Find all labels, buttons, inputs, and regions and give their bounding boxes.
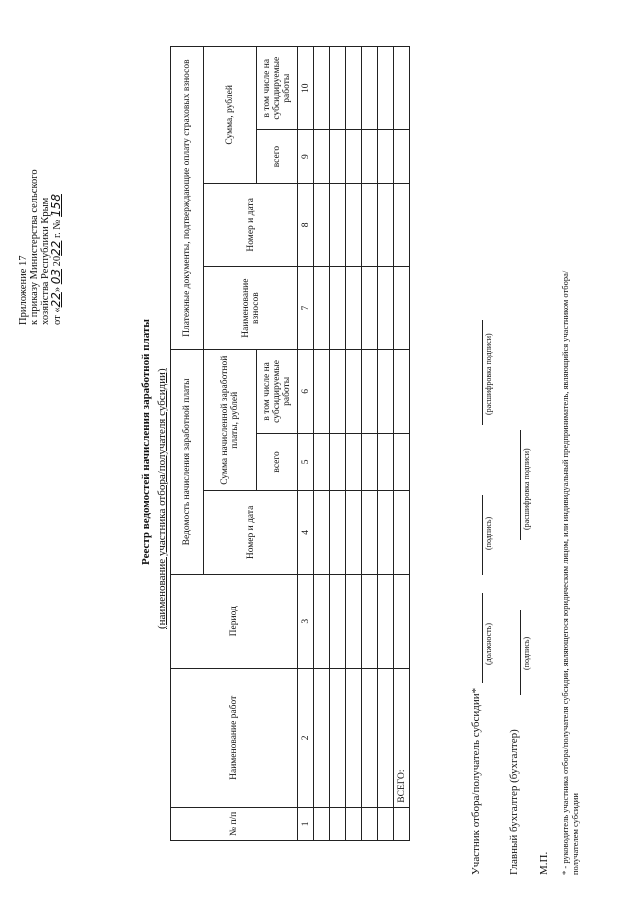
- total-label: ВСЕГО:: [394, 668, 410, 807]
- handwritten-day: 22: [49, 292, 63, 308]
- signature-line: [482, 320, 483, 425]
- col-number: 9: [298, 130, 314, 183]
- header-contribution-name: Наименование взносов: [204, 266, 298, 349]
- accountant-label: Главный бухгалтер (бухгалтер): [508, 729, 520, 875]
- appendix-line-2: к приказу Министерства сельского: [29, 169, 40, 325]
- header-vedomost: Ведомость начисления заработной платы: [171, 350, 204, 574]
- table-row: [346, 47, 362, 841]
- stamp-place: М.П.: [538, 851, 550, 875]
- appendix-block: [18, 169, 63, 325]
- column-number-row: [298, 47, 314, 841]
- header-sum-rubles: Сумма, рублей: [204, 47, 257, 184]
- handwritten-number: 158: [49, 194, 63, 217]
- col-number: 8: [298, 183, 314, 266]
- col-number: 6: [298, 350, 314, 433]
- header-number-date: Номер и дата: [204, 491, 298, 574]
- handwritten-year: 22: [49, 240, 63, 256]
- total-row: [394, 47, 410, 841]
- signature-line: [520, 610, 521, 695]
- header-total: всего: [257, 433, 298, 491]
- signature-caption-2: (подпись): [522, 636, 531, 670]
- col-number: 7: [298, 266, 314, 349]
- participant-label: Участник отбора/получатель субсидии*: [470, 687, 482, 875]
- signature-line: [482, 495, 483, 575]
- handwritten-month: 03: [49, 268, 63, 285]
- registry-table: [170, 46, 410, 841]
- header-salary-sum: Сумма начисленной заработной платы, рублей: [204, 350, 257, 491]
- table-row: [330, 47, 346, 841]
- page-title: Реестр ведомостей начисления заработной платы: [140, 319, 152, 565]
- signature-line: [520, 430, 521, 540]
- header-number-date-2: Номер и дата: [204, 183, 298, 266]
- header-subsidized-2: в том числе на субсидируемые работы: [257, 47, 298, 130]
- footnote: * - руководитель участника отбора/получателя субсидии, являющегося юридическим лицом, или индивидуальный предприниматель, являющийся участником отбора/получателем субсидии: [560, 270, 580, 875]
- col-number: 2: [298, 668, 314, 807]
- header-total-2: всего: [257, 130, 298, 183]
- header-period: Период: [171, 574, 298, 668]
- table-row: [378, 47, 394, 841]
- col-number: 4: [298, 491, 314, 574]
- col-number: 3: [298, 574, 314, 668]
- subtitle: (наименование участника отбора/получателя субсидии): [156, 368, 168, 629]
- appendix-line-1: Приложение 17: [18, 255, 29, 325]
- appendix-date-line: от «22» 03 2022 г. № 158: [49, 194, 63, 325]
- table-row: [314, 47, 330, 841]
- col-number: 1: [298, 807, 314, 840]
- appendix-line-3: хозяйства Республики Крым: [40, 197, 51, 325]
- col-number: 5: [298, 433, 314, 491]
- decoding-caption-2: (расшифровка подписи): [522, 448, 531, 530]
- col-number: 10: [298, 47, 314, 130]
- header-payment-docs: Платежные документы, подтверждающие оплату страховых взносов: [171, 47, 204, 350]
- position-caption: (должность): [484, 623, 493, 665]
- signature-caption-1: (подпись): [484, 516, 493, 550]
- signature-line: [482, 593, 483, 683]
- header-num: № п/п: [171, 807, 298, 840]
- table-row: [362, 47, 378, 841]
- decoding-caption-1: (расшифровка подписи): [484, 333, 493, 415]
- header-work-name: Наименование работ: [171, 668, 298, 807]
- header-subsidized: в том числе на субсидируемые работы: [257, 350, 298, 433]
